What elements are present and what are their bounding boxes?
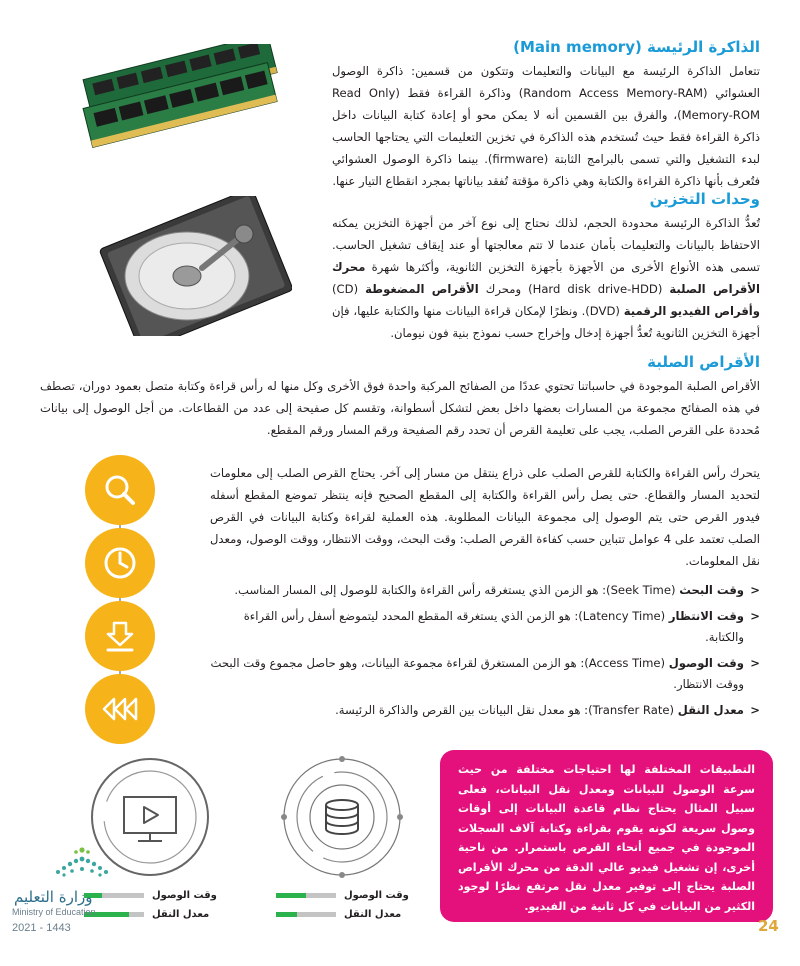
download-icon	[85, 601, 155, 671]
bar-fill	[276, 893, 306, 898]
factor-seek-time: < وقت البحث (Seek Time): هو الزمن الذي يستغرقه رأس القراءة والكتابة للوصول إلى المسار المناسب.	[210, 580, 760, 601]
storage-title: وحدات التخزين	[649, 190, 760, 208]
note-box: التطبيقات المختلفة لها احتياجات مختلفة من حيث سرعة الوصول للبيانات ومعدل نقل البيانات، فعلى سبيل المثال يحتاج نظام قاعدة البيانات إلى أوقات وصول سريعة لكونه يقوم بقراءة وكتابة آلاف السجلات الموجودة في جميع أنحاء القرص باستمرار. من ناحية أخرى، إن تشغيل فيديو عالي الدقة من محرك الأقراص الصلبة يحتاج إلى توفير معدل نقل مرتفع نظرًا لوجود الكثير من البيانات في كل ثانية من الفيديو.	[440, 750, 773, 922]
main-memory-title: الذاكرة الرئيسة (Main memory)	[513, 38, 760, 56]
video-access-label: وقت الوصول	[152, 890, 217, 901]
bar-remainder	[297, 912, 336, 917]
hard-disks-paragraph: الأقراص الصلبة الموجودة في حاسباتنا تحتوي عددًا من الصفائح المركبة واحدة فوق الأخرى وكل منها له رأس قراءة وكتابة متصل بعمود دوران، تصطف في هذه الصفائح مجموعة من المسارات بعضها داخل بعض لتشكل أسطوانة، وتقسم كل صفيحة إلى عدد من القطاعات. من أجل الوصول إلى بيانات مُحددة على القرص الصلب، يجب على تعليمة القرص أن تحدد رقم الصفيحة ورقم المسار ورقم المقطع.	[40, 379, 760, 437]
factors-list	[210, 580, 760, 726]
ram-module-image	[78, 44, 288, 148]
read-write-paragraph: يتحرك رأس القراءة والكتابة للقرص الصلب على ذراع ينتقل من مسار إلى آخر. يحتاج القرص الصلب إلى معلومات لتحديد المسار والقطاع. حتى يصل رأس القراءة والكتابة إلى المقطع الصحيح فإنه ينتظر تموضع المقطع أسفله فيدور القرص حتى يتم الوصول إلى مجموعة البيانات المطلوبة. هذه العملية لقراءة وكتابة البيانات في القرص الصلب تعتمد على 4 عوامل تتباين حسب كفاءة القرص الصلب: وقت البحث، ووقت الانتظار، ووقت الوصول، ومعدل نقل المعلومات.	[210, 466, 760, 568]
search-icon	[85, 455, 155, 525]
database-transfer-bar	[276, 912, 336, 917]
bar-remainder	[306, 893, 336, 898]
bullet-marker: <	[750, 656, 760, 670]
page-number: 24	[758, 917, 779, 935]
bar-remainder	[129, 912, 144, 917]
bullet-marker: <	[750, 583, 760, 597]
database-icon	[280, 755, 404, 879]
storage-paragraph: تُعدُّ الذاكرة الرئيسة محدودة الحجم، لذلك نحتاج إلى نوع آخر من أجهزة التخزين يمكنه الاحتفاظ بالبيانات والتعليمات بأمان عندما لا تتم معالجتها أو عند إيقاف تشغيل الحاسب. تسمى هذه الأنواع الأخرى من الأجهزة بأجهزة التخزين الثانوية، وأكثرها شهرة محرك الأقراص الصلبة (Hard disk drive-HDD) ومحرك الأقراص المضغوطة (CD) وأقراص الفيديو الرقمية (DVD). ونظرًا لإمكان قراءة البيانات منها والكتابة عليها، فإن أجهزة التخزين الثانوية تُعدُّ أجهزة إدخال وإخراج حسب نموذج بنية فون نيومان.	[332, 216, 761, 340]
hard-disks-title: الأقراص الصلبة	[647, 353, 760, 371]
clock-icon	[85, 528, 155, 598]
main-memory-paragraph: تتعامل الذاكرة الرئيسة مع البيانات والتعليمات وتتكون من قسمين: ذاكرة الوصول العشوائي (Random Access Memory-RAM) وذاكرة القراءة فقط (Read Only Memory-ROM)، والفرق بين القسمين أنه لا يمكن محو أو إعادة كتابة البيانات داخل ذاكرة القراءة فقط حيث تُستخدم هذه الذاكرة في تخزين التعليمات التي يحتاجها الحاسب لبدء التشغيل والتي تسمى بالبرامج الثابتة (firmware). بينما ذاكرة الوصول العشوائي فتُعرف بأنها ذاكرة القراءة والكتابة وهي ذاكرة مؤقتة تُفقد بياناتها بمجرد انقطاع التيار عنها.	[332, 64, 760, 188]
database-transfer-legend	[276, 909, 401, 920]
hard-disk-image	[92, 196, 292, 336]
ministry-name-arabic: وزارة التعليم	[14, 888, 93, 906]
ministry-name-english: Ministry of Education	[12, 907, 96, 917]
bullet-marker: <	[750, 703, 760, 717]
database-transfer-label: معدل النقل	[344, 909, 402, 920]
factor-transfer-rate: < معدل النقل (Transfer Rate): هو معدل نقل البيانات بين القرص والذاكرة الرئيسة.	[210, 700, 760, 721]
bar-fill	[276, 912, 297, 917]
database-access-label: وقت الوصول	[344, 890, 409, 901]
factor-icons-column	[85, 455, 155, 745]
rewind-icon	[85, 674, 155, 744]
ministry-logo	[12, 842, 122, 942]
factor-access-time: < وقت الوصول (Access Time): هو الزمن المستغرق لقراءة مجموعة البيانات، وهو حاصل مجموع وقت البحث ووقت الانتظار.	[210, 653, 760, 695]
video-transfer-label: معدل النقل	[152, 909, 210, 920]
ministry-emblem	[48, 842, 118, 882]
database-access-legend	[276, 890, 409, 901]
academic-year: 2021 - 1443	[12, 922, 71, 934]
factor-latency-time: < وقت الانتظار (Latency Time): هو الزمن الذي يستغرقه المقطع المحدد ليتموضع أسفل رأس القراءة والكتابة.	[210, 606, 760, 648]
bullet-marker: <	[750, 609, 760, 623]
database-access-bar	[276, 893, 336, 898]
